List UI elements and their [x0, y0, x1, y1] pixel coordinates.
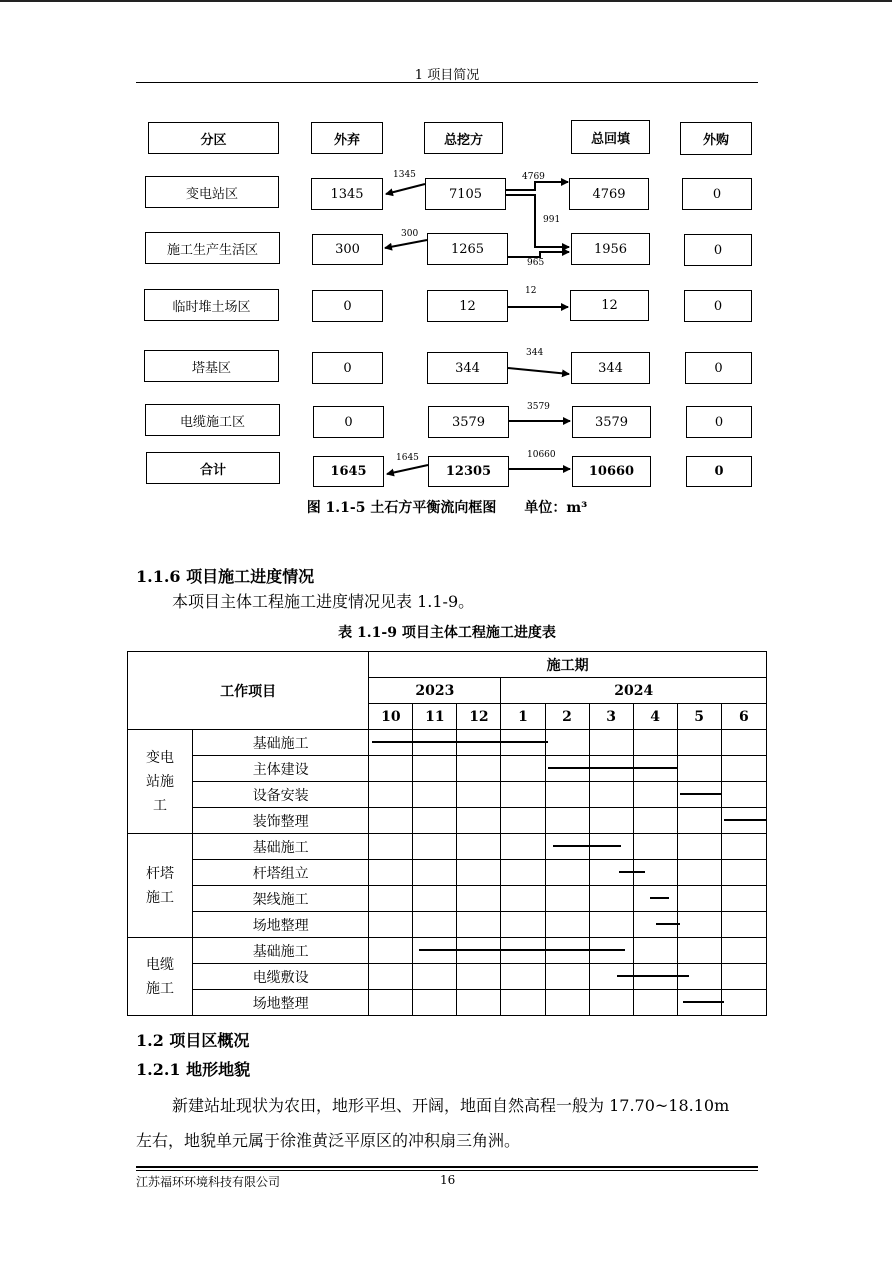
arrow-waste-300 — [385, 240, 427, 248]
schedule-bar — [650, 897, 670, 899]
schedule-bar — [656, 923, 680, 925]
excavation-substation: 7105 — [425, 178, 506, 210]
task-name: 基础施工 — [193, 730, 369, 756]
head-work-item: 工作项目 — [128, 652, 369, 730]
label-965: 965 — [527, 258, 545, 268]
label-3579: 3579 — [527, 402, 550, 412]
schedule-bar — [617, 975, 690, 977]
zone-total: 合计 — [146, 452, 280, 484]
zone-tower-base: 塔基区 — [144, 350, 279, 382]
head-month: 1 — [501, 704, 545, 730]
page-header-title: 1 项目简况 — [414, 68, 480, 83]
fill-total: 10660 — [572, 456, 651, 487]
group-name: 杆塔施工 — [128, 834, 193, 938]
zone-temp-stockpile: 临时堆土场区 — [144, 289, 279, 321]
schedule-bar — [372, 741, 548, 743]
arrow-fill-344 — [508, 368, 569, 374]
head-year-2023: 2023 — [369, 678, 501, 704]
purchase-tower-base: 0 — [685, 352, 752, 384]
schedule-row — [128, 912, 767, 938]
section-1-1-6-heading: 1.1.6 项目施工进度情况 — [136, 567, 315, 586]
waste-tower-base: 0 — [312, 352, 383, 384]
col-header-waste: 外弃 — [311, 122, 383, 154]
label-991: 991 — [543, 215, 561, 225]
col-header-zone: 分区 — [148, 122, 279, 154]
task-name: 设备安装 — [193, 782, 369, 808]
fill-temp-stockpile: 12 — [570, 290, 649, 321]
footer-rule-thin — [136, 1170, 758, 1171]
label-1345: 1345 — [393, 170, 416, 180]
schedule-bar — [683, 1001, 725, 1003]
task-name: 杆塔组立 — [193, 860, 369, 886]
schedule-row — [128, 782, 767, 808]
head-month: 6 — [721, 704, 766, 730]
schedule-row — [128, 756, 767, 782]
waste-total: 1645 — [313, 456, 384, 487]
head-month: 2 — [545, 704, 589, 730]
fill-construction-living: 1956 — [571, 233, 650, 265]
waste-construction-living: 300 — [312, 234, 383, 265]
footer-company: 江苏福环环境科技有限公司 — [136, 1175, 281, 1189]
task-name: 主体建设 — [193, 756, 369, 782]
task-name: 场地整理 — [193, 912, 369, 938]
schedule-row — [128, 730, 767, 756]
fill-substation: 4769 — [569, 178, 649, 210]
task-name: 场地整理 — [193, 990, 369, 1016]
head-month: 10 — [369, 704, 413, 730]
excavation-temp-stockpile: 12 — [427, 290, 508, 322]
excavation-total: 12305 — [428, 456, 509, 487]
schedule-row — [128, 834, 767, 860]
section-1-2-1-text-line2: 左右，地貌单元属于徐淮黄泛平原区的冲积扇三角洲。 — [136, 1131, 521, 1150]
schedule-row — [128, 964, 767, 990]
schedule-row — [128, 808, 767, 834]
flow-arrows — [0, 0, 892, 520]
head-month: 3 — [589, 704, 633, 730]
excavation-construction-living: 1265 — [427, 233, 508, 265]
waste-substation: 1345 — [311, 178, 383, 210]
arrow-waste-1345 — [386, 184, 425, 194]
purchase-substation: 0 — [682, 178, 752, 210]
footer-rule — [136, 1166, 758, 1168]
fill-cable-construction: 3579 — [572, 406, 651, 438]
purchase-temp-stockpile: 0 — [684, 290, 752, 322]
head-month: 4 — [633, 704, 677, 730]
schedule-table — [127, 651, 767, 1016]
head-month: 12 — [457, 704, 501, 730]
footer-page-number: 16 — [440, 1173, 456, 1187]
fill-tower-base: 344 — [571, 352, 650, 384]
section-1-2-heading: 1.2 项目区概况 — [136, 1031, 250, 1050]
schedule-bar — [724, 819, 766, 821]
arrow-fill-4769 — [506, 182, 568, 190]
task-name: 电缆敷设 — [193, 964, 369, 990]
task-name: 基础施工 — [193, 834, 369, 860]
schedule-bar — [619, 871, 645, 873]
label-300: 300 — [401, 229, 419, 239]
schedule-bar — [553, 845, 621, 847]
schedule-row — [128, 938, 767, 964]
task-name: 架线施工 — [193, 886, 369, 912]
label-4769: 4769 — [522, 172, 545, 182]
figure-caption-title: 图 1.1-5 土石方平衡流向框图 — [306, 500, 497, 516]
zone-cable-construction: 电缆施工区 — [145, 404, 280, 436]
schedule-bar — [680, 793, 722, 795]
figure-caption — [136, 497, 758, 517]
purchase-total: 0 — [686, 456, 752, 487]
group-name: 电缆施工 — [128, 938, 193, 1016]
section-1-2-1-heading: 1.2.1 地形地貌 — [136, 1060, 251, 1079]
schedule-row — [128, 860, 767, 886]
head-construction-period: 施工期 — [369, 652, 767, 678]
col-header-excavation: 总挖方 — [424, 122, 503, 154]
label-12: 12 — [525, 286, 537, 296]
label-1645: 1645 — [396, 453, 419, 463]
purchase-construction-living: 0 — [684, 234, 752, 266]
head-month: 5 — [677, 704, 721, 730]
schedule-caption: 表 1.1-9 项目主体工程施工进度表 — [338, 625, 556, 641]
purchase-cable-construction: 0 — [686, 406, 752, 438]
group-name: 变电站施工 — [128, 730, 193, 834]
label-344: 344 — [526, 348, 544, 358]
arrow-waste-1645 — [387, 465, 428, 474]
schedule-row — [128, 886, 767, 912]
head-month: 11 — [413, 704, 457, 730]
schedule-row — [128, 990, 767, 1016]
excavation-cable-construction: 3579 — [428, 406, 509, 438]
excavation-tower-base: 344 — [427, 352, 508, 384]
task-name: 基础施工 — [193, 938, 369, 964]
task-name: 装饰整理 — [193, 808, 369, 834]
section-1-1-6-text: 本项目主体工程施工进度情况见表 1.1-9。 — [172, 592, 475, 611]
zone-substation: 变电站区 — [145, 176, 279, 208]
col-header-fill: 总回填 — [571, 120, 650, 154]
zone-construction-living: 施工生产生活区 — [145, 232, 280, 264]
col-header-purchase: 外购 — [680, 122, 752, 155]
head-year-2024: 2024 — [501, 678, 767, 704]
arrow-fill-965 — [508, 252, 569, 257]
schedule-bar — [419, 949, 626, 951]
label-10660: 10660 — [527, 450, 556, 460]
schedule-bar — [548, 767, 678, 769]
section-1-2-1-text-line1: 新建站址现状为农田，地形平坦、开阔，地面自然高程一般为 17.70~18.10m — [172, 1096, 730, 1115]
waste-cable-construction: 0 — [313, 406, 384, 438]
figure-caption-unit: 单位：m³ — [524, 500, 588, 516]
waste-temp-stockpile: 0 — [312, 290, 383, 322]
